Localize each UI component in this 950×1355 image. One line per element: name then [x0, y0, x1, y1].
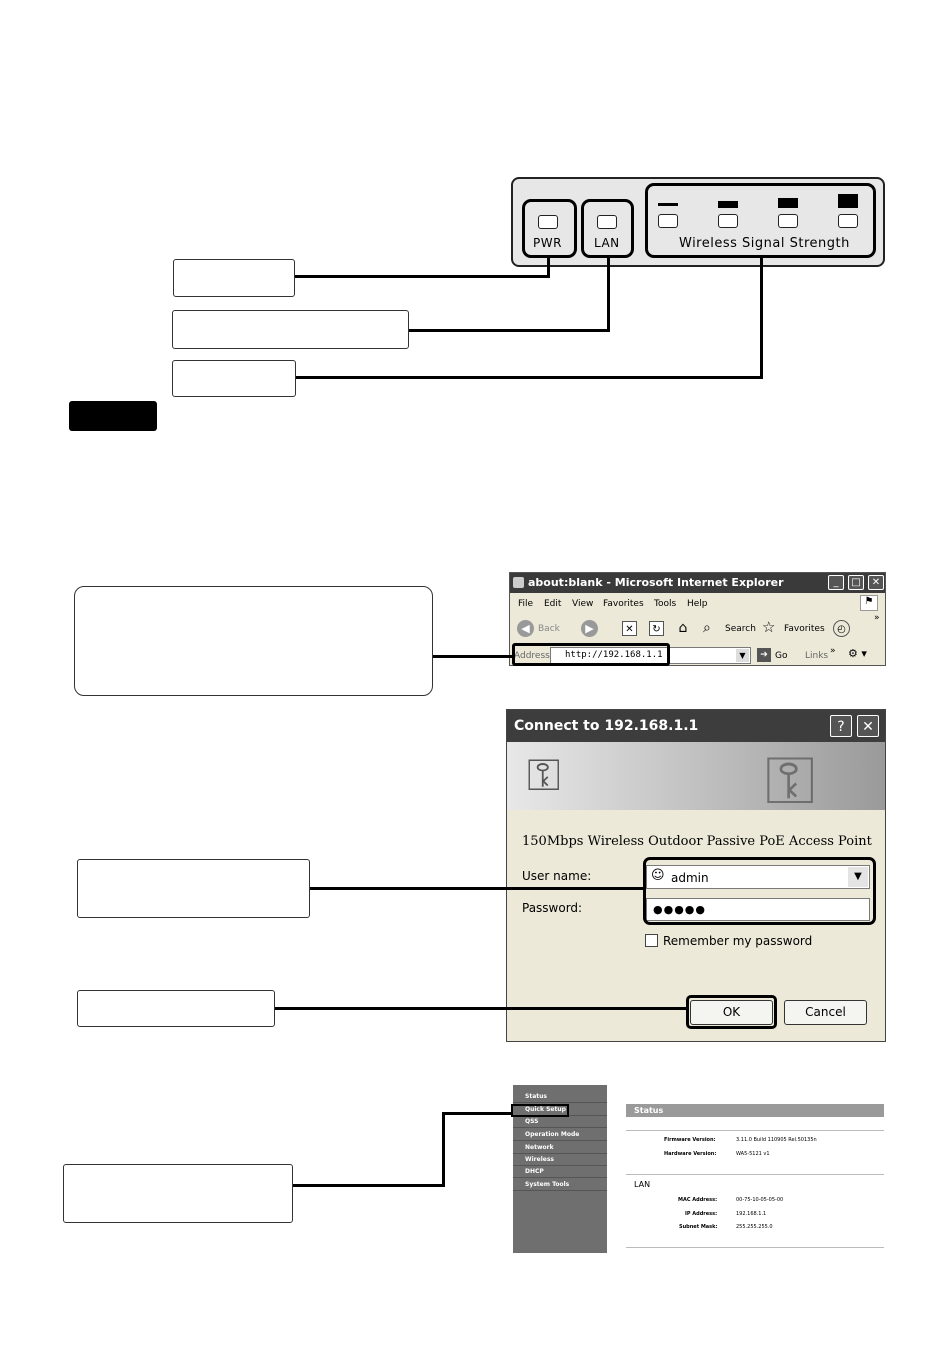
- quick-setup-leader-vertical: [442, 1112, 445, 1187]
- ie-title: about:blank - Microsoft Internet Explorer: [510, 573, 886, 593]
- nav-dhcp[interactable]: DHCP: [513, 1166, 607, 1178]
- dialog-close-button[interactable]: ✕: [857, 715, 879, 737]
- signal-bar-1: [658, 203, 678, 206]
- help-button[interactable]: ?: [830, 715, 852, 737]
- lan-led: [597, 215, 617, 229]
- wireless-leader-vertical: [760, 257, 763, 379]
- wireless-leader-line: [296, 376, 763, 379]
- username-dropdown-icon[interactable]: ▼: [848, 867, 868, 887]
- username-label: User name:: [522, 869, 592, 883]
- nav-quick-setup[interactable]: Quick Setup: [513, 1104, 607, 1116]
- hardware-value: WA5-5121 v1: [736, 1151, 770, 1157]
- wireless-led-2: [718, 214, 738, 228]
- address-highlight-box: [512, 643, 670, 666]
- windows-flag-icon: ⚑: [860, 595, 878, 611]
- hardware-label: Hardware Version:: [664, 1151, 717, 1157]
- home-icon[interactable]: ⌂: [678, 620, 688, 636]
- lan-callout: [172, 310, 409, 349]
- ip-value: 192.168.1.1: [736, 1211, 767, 1217]
- divider: [626, 1174, 884, 1175]
- note-tab: [69, 401, 157, 431]
- refresh-icon[interactable]: ↻: [649, 621, 664, 636]
- links-more[interactable]: »: [830, 646, 836, 656]
- favorites-label: Favorites: [784, 624, 825, 634]
- signal-bar-2: [718, 201, 738, 208]
- address-callout: [74, 586, 433, 696]
- credentials-callout: [77, 859, 310, 918]
- pwr-leader-line: [295, 275, 550, 278]
- ip-label: IP Address:: [685, 1211, 718, 1217]
- remember-label: Remember my password: [663, 934, 813, 948]
- wireless-callout: [172, 360, 296, 397]
- ok-button[interactable]: OK: [690, 1000, 773, 1025]
- address-input[interactable]: http://192.168.1.1: [565, 650, 663, 660]
- signal-bar-4: [838, 194, 858, 208]
- cancel-button[interactable]: Cancel: [784, 1000, 867, 1025]
- back-label: Back: [538, 624, 560, 634]
- divider: [626, 1130, 884, 1131]
- password-label: Password:: [522, 901, 583, 915]
- minimize-button[interactable]: _: [828, 575, 844, 590]
- wireless-led-1: [658, 214, 678, 228]
- firmware-label: Firmware Version:: [664, 1137, 716, 1143]
- lan-leader-line: [409, 329, 610, 332]
- toolbar-more[interactable]: »: [874, 613, 880, 623]
- signal-bar-3: [778, 198, 798, 208]
- user-icon: ☺: [651, 868, 665, 883]
- firmware-value: 3.11.0 Build 110905 Rel.50135n: [736, 1137, 817, 1143]
- go-arrow-icon: ➔: [757, 648, 771, 662]
- menu-edit[interactable]: Edit: [544, 599, 562, 609]
- nav-qss[interactable]: QSS: [513, 1116, 607, 1128]
- nav-operation-mode[interactable]: Operation Mode: [513, 1129, 607, 1141]
- dialog-title: Connect to 192.168.1.1: [507, 710, 885, 742]
- forward-arrow-icon[interactable]: ▶: [581, 620, 598, 637]
- ok-leader-line: [275, 1007, 687, 1010]
- wireless-led-3: [778, 214, 798, 228]
- lan-section-title: LAN: [634, 1180, 651, 1189]
- credentials-leader-line: [310, 887, 645, 890]
- wireless-label: Wireless Signal Strength: [679, 236, 850, 251]
- search-label: Search: [725, 624, 756, 634]
- dialog-banner: [507, 742, 885, 810]
- ok-callout: [77, 990, 275, 1027]
- close-button[interactable]: ✕: [868, 575, 884, 590]
- router-main-panel: [612, 1085, 884, 1253]
- mac-label: MAC Address:: [678, 1197, 718, 1203]
- wireless-led-4: [838, 214, 858, 228]
- divider: [626, 1247, 884, 1248]
- pwr-led: [538, 215, 558, 229]
- maximize-button[interactable]: □: [848, 575, 864, 590]
- keys-icon: ⚿: [527, 750, 561, 801]
- nav-system-tools[interactable]: System Tools: [513, 1179, 607, 1191]
- mask-value: 255.255.255.0: [736, 1224, 773, 1230]
- address-dropdown-icon[interactable]: ▼: [736, 649, 749, 662]
- quick-setup-leader-line: [293, 1184, 445, 1187]
- username-value: admin: [671, 871, 709, 885]
- back-arrow-icon: ◀: [517, 620, 534, 637]
- lan-leader-vertical: [607, 257, 610, 332]
- quick-setup-callout: [63, 1164, 293, 1223]
- star-icon: ☆: [762, 618, 776, 636]
- remember-checkbox[interactable]: [645, 934, 658, 947]
- quick-setup-leader-top: [442, 1112, 512, 1115]
- keys-watermark-icon: ⚿: [765, 742, 816, 819]
- menu-favorites[interactable]: Favorites: [603, 599, 644, 609]
- go-label: Go: [775, 651, 788, 661]
- menu-file[interactable]: File: [518, 599, 534, 609]
- credentials-highlight-box: [643, 857, 876, 925]
- search-icon: ⌕: [703, 620, 711, 636]
- lan-label: LAN: [594, 236, 620, 250]
- nav-status[interactable]: Status: [513, 1091, 607, 1103]
- pwr-leader-vertical: [547, 257, 550, 278]
- pwr-label: PWR: [533, 236, 562, 250]
- menu-tools[interactable]: Tools: [654, 599, 677, 609]
- mask-label: Subnet Mask:: [679, 1224, 718, 1230]
- history-icon[interactable]: ◴: [833, 620, 850, 637]
- nav-wireless[interactable]: Wireless: [513, 1154, 607, 1166]
- menu-view[interactable]: View: [572, 599, 594, 609]
- address-label: Address: [514, 651, 550, 661]
- pwr-callout: [173, 259, 295, 297]
- address-leader-line: [433, 655, 513, 658]
- ie-extra-icon[interactable]: ⚙ ▾: [848, 647, 867, 660]
- mac-value: 00-75-10-05-05-00: [736, 1197, 784, 1203]
- ie-logo-icon: [513, 577, 524, 588]
- ok-highlight-box: [686, 995, 777, 1029]
- nav-network[interactable]: Network: [513, 1142, 607, 1154]
- quick-setup-highlight-box: [511, 1104, 569, 1117]
- status-header: Status: [626, 1104, 884, 1117]
- password-value: ●●●●●: [653, 903, 706, 916]
- stop-icon[interactable]: ✕: [622, 621, 637, 636]
- login-dialog: [506, 709, 886, 1042]
- links-label[interactable]: Links: [805, 651, 829, 661]
- menu-help[interactable]: Help: [687, 599, 708, 609]
- device-name: 150Mbps Wireless Outdoor Passive PoE Access Point: [522, 834, 872, 849]
